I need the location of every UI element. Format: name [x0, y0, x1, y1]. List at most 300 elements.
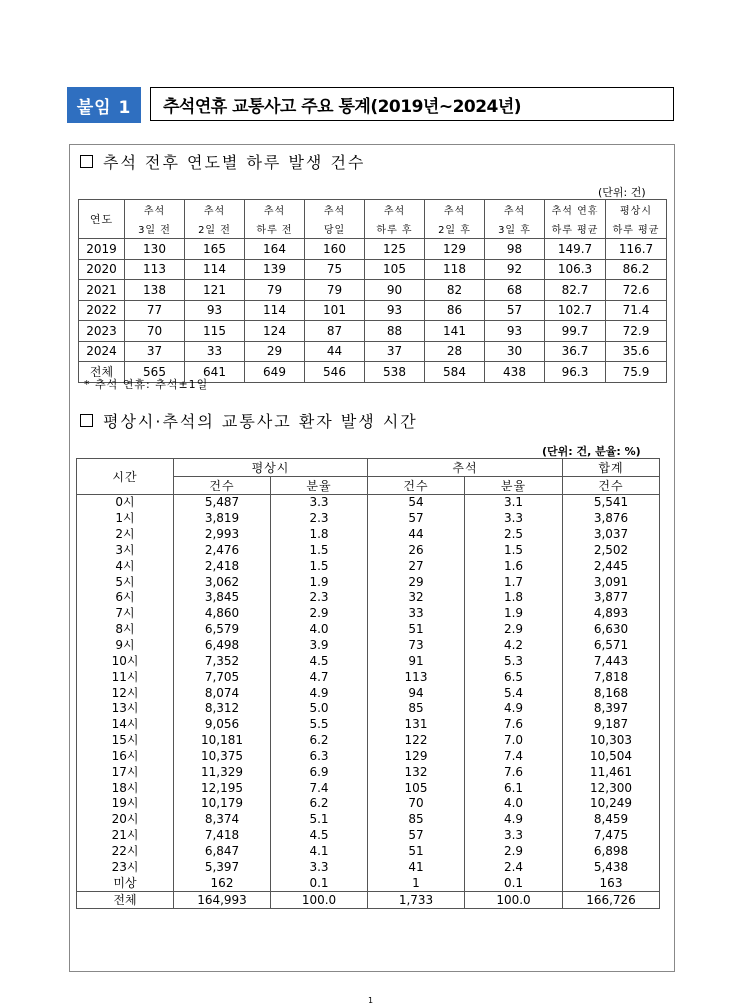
cell-value: 113: [125, 259, 185, 280]
row-hour: 19시: [77, 796, 174, 812]
cell-value: 4.0: [271, 622, 368, 638]
cell-value: 129: [425, 239, 485, 260]
row-hour: 11시: [77, 669, 174, 685]
table-row: [77, 622, 660, 638]
row-year: 2024: [79, 341, 125, 362]
cell-value: 3.3: [271, 859, 368, 875]
cell-value: 1.8: [271, 527, 368, 543]
checkbox-square-icon: [80, 155, 93, 168]
cell-value: 1.6: [465, 558, 563, 574]
cell-value: 98: [485, 239, 545, 260]
cell-value: 2.9: [465, 844, 563, 860]
cell-value: 9,187: [563, 717, 660, 733]
cell-value: 113: [368, 669, 465, 685]
cell-value: 72.6: [606, 280, 667, 301]
table-row: [77, 638, 660, 654]
cell-value: 4.7: [271, 669, 368, 685]
row-hour: 21시: [77, 828, 174, 844]
table-row: [77, 511, 660, 527]
cell-value: 3.3: [465, 828, 563, 844]
table-row: [77, 543, 660, 559]
attachment-badge: 붙임 1: [67, 87, 141, 123]
cell-value: 54: [368, 495, 465, 511]
cell-value: 1.8: [465, 590, 563, 606]
cell-value: 51: [368, 622, 465, 638]
header-col-top: 추석: [425, 200, 485, 220]
header-normal-count: 건수: [174, 477, 271, 495]
row-hour: 23시: [77, 859, 174, 875]
cell-value: 114: [185, 259, 245, 280]
cell-value: 90: [365, 280, 425, 301]
row-hour: 7시: [77, 606, 174, 622]
table-row: [77, 527, 660, 543]
row-year: 2023: [79, 321, 125, 342]
cell-value: 7,705: [174, 669, 271, 685]
cell-value: 94: [368, 685, 465, 701]
cell-value: 93: [365, 300, 425, 321]
cell-value: 121: [185, 280, 245, 301]
checkbox-square-icon: [80, 414, 93, 427]
table-row: [77, 875, 660, 891]
cell-value: 7.4: [465, 749, 563, 765]
header-total-count: 건수: [563, 477, 660, 495]
row-hour: 15시: [77, 733, 174, 749]
table-row: [77, 828, 660, 844]
cell-value: 162: [174, 875, 271, 891]
cell-value: 5.3: [465, 653, 563, 669]
header-col-bottom: 3일 후: [485, 219, 545, 239]
cell-value: 6.2: [271, 733, 368, 749]
table-row: [77, 780, 660, 796]
table-row: [79, 321, 667, 342]
cell-value: 7.6: [465, 764, 563, 780]
cell-value: 88: [365, 321, 425, 342]
cell-value: 37: [125, 341, 185, 362]
header-col-bottom: 하루 평균: [545, 219, 606, 239]
row-hour: 0시: [77, 495, 174, 511]
row-hour: 13시: [77, 701, 174, 717]
cell-value: 4.9: [465, 812, 563, 828]
row-hour: 4시: [77, 558, 174, 574]
header-col-top: 추석: [125, 200, 185, 220]
table-row: [79, 341, 667, 362]
row-hour: 10시: [77, 653, 174, 669]
cell-value: 3.1: [465, 495, 563, 511]
cell-value: 166,726: [563, 892, 660, 909]
cell-value: 27: [368, 558, 465, 574]
cell-value: 149.7: [545, 239, 606, 260]
header-chuseok-ratio: 분율: [465, 477, 563, 495]
cell-value: 102.7: [545, 300, 606, 321]
header-col-top: 추석: [305, 200, 365, 220]
cell-value: 163: [563, 875, 660, 891]
cell-value: 1.5: [271, 558, 368, 574]
table-row: [77, 685, 660, 701]
cell-value: 5.0: [271, 701, 368, 717]
header-group-normal: 평상시: [174, 459, 368, 477]
table-row: [77, 701, 660, 717]
cell-value: 101: [305, 300, 365, 321]
cell-value: 131: [368, 717, 465, 733]
table-row: [77, 574, 660, 590]
cell-value: 93: [185, 300, 245, 321]
row-hour: 12시: [77, 685, 174, 701]
cell-value: 584: [425, 362, 485, 383]
cell-value: 36.7: [545, 341, 606, 362]
row-hour: 3시: [77, 543, 174, 559]
cell-value: 5.1: [271, 812, 368, 828]
cell-value: 96.3: [545, 362, 606, 383]
cell-value: 0.1: [465, 875, 563, 891]
cell-value: 37: [365, 341, 425, 362]
row-hour: 17시: [77, 764, 174, 780]
cell-value: 160: [305, 239, 365, 260]
cell-value: 10,504: [563, 749, 660, 765]
cell-value: 4.0: [465, 796, 563, 812]
cell-value: 100.0: [271, 892, 368, 909]
table-row: [77, 796, 660, 812]
cell-value: 70: [125, 321, 185, 342]
row-hour: 9시: [77, 638, 174, 654]
cell-value: 5,438: [563, 859, 660, 875]
row-hour: 6시: [77, 590, 174, 606]
cell-value: 105: [368, 780, 465, 796]
hourly-accidents-table: [76, 458, 660, 909]
cell-value: 10,375: [174, 749, 271, 765]
row-year: 2021: [79, 280, 125, 301]
cell-value: 44: [305, 341, 365, 362]
cell-value: 10,179: [174, 796, 271, 812]
cell-value: 7.4: [271, 780, 368, 796]
table-row: [77, 717, 660, 733]
cell-value: 115: [185, 321, 245, 342]
table-row: [77, 859, 660, 875]
cell-value: 75: [305, 259, 365, 280]
cell-value: 85: [368, 812, 465, 828]
cell-value: 8,459: [563, 812, 660, 828]
row-hour: 미상: [77, 875, 174, 891]
row-year: 2019: [79, 239, 125, 260]
cell-value: 9,056: [174, 717, 271, 733]
cell-value: 87: [305, 321, 365, 342]
cell-value: 649: [245, 362, 305, 383]
cell-value: 91: [368, 653, 465, 669]
cell-value: 7,443: [563, 653, 660, 669]
cell-value: 11,461: [563, 764, 660, 780]
cell-value: 122: [368, 733, 465, 749]
cell-value: 100.0: [465, 892, 563, 909]
cell-value: 4.5: [271, 653, 368, 669]
cell-value: 4.1: [271, 844, 368, 860]
cell-value: 1: [368, 875, 465, 891]
cell-value: 6.9: [271, 764, 368, 780]
cell-value: 92: [485, 259, 545, 280]
row-hour: 14시: [77, 717, 174, 733]
cell-value: 2,502: [563, 543, 660, 559]
cell-value: 5.4: [465, 685, 563, 701]
cell-value: 12,300: [563, 780, 660, 796]
daily-accidents-table: [78, 199, 667, 383]
cell-value: 106.3: [545, 259, 606, 280]
hourly-accidents-header: [77, 459, 660, 495]
section2-unit: (단위: 건, 분율: %): [542, 445, 641, 458]
cell-value: 8,374: [174, 812, 271, 828]
cell-value: 6,898: [563, 844, 660, 860]
cell-value: 82: [425, 280, 485, 301]
cell-value: 3,091: [563, 574, 660, 590]
cell-value: 73: [368, 638, 465, 654]
cell-value: 2.9: [465, 622, 563, 638]
header-col-top: 추석: [185, 200, 245, 220]
cell-value: 86: [425, 300, 485, 321]
cell-value: 4.9: [465, 701, 563, 717]
cell-value: 10,303: [563, 733, 660, 749]
cell-value: 51: [368, 844, 465, 860]
cell-value: 72.9: [606, 321, 667, 342]
cell-value: 165: [185, 239, 245, 260]
section1-unit: (단위: 건): [598, 186, 646, 199]
section2-title: 평상시·추석의 교통사고 환자 발생 시간: [103, 412, 418, 431]
table-row: [77, 749, 660, 765]
section1-title: 추석 전후 연도별 하루 발생 건수: [103, 153, 366, 172]
cell-value: 41: [368, 859, 465, 875]
cell-value: 79: [305, 280, 365, 301]
row-hour: 2시: [77, 527, 174, 543]
header-col-top: 추석: [365, 200, 425, 220]
cell-value: 99.7: [545, 321, 606, 342]
cell-value: 4.9: [271, 685, 368, 701]
cell-value: 2.5: [465, 527, 563, 543]
cell-value: 546: [305, 362, 365, 383]
row-hour: 16시: [77, 749, 174, 765]
cell-value: 11,329: [174, 764, 271, 780]
cell-value: 5,397: [174, 859, 271, 875]
table-row: [77, 653, 660, 669]
cell-value: 2,476: [174, 543, 271, 559]
cell-value: 1.7: [465, 574, 563, 590]
cell-value: 1.9: [465, 606, 563, 622]
cell-value: 6.1: [465, 780, 563, 796]
cell-value: 57: [368, 828, 465, 844]
document-title: 추석연휴 교통사고 주요 통계(2019년~2024년): [150, 87, 674, 121]
cell-value: 4.5: [271, 828, 368, 844]
row-year: 2020: [79, 259, 125, 280]
row-hour: 8시: [77, 622, 174, 638]
table-row: [77, 495, 660, 511]
cell-value: 164,993: [174, 892, 271, 909]
header-col-top: 평상시: [606, 200, 667, 220]
cell-value: 129: [368, 749, 465, 765]
cell-value: 538: [365, 362, 425, 383]
header-col-top: 추석: [485, 200, 545, 220]
table-row: [77, 764, 660, 780]
cell-value: 1.9: [271, 574, 368, 590]
cell-value: 565: [125, 362, 185, 383]
header-col-top: 추석: [245, 200, 305, 220]
cell-value: 10,249: [563, 796, 660, 812]
cell-value: 5.5: [271, 717, 368, 733]
header-col-bottom: 하루 후: [365, 219, 425, 239]
cell-value: 139: [245, 259, 305, 280]
header-row-top: [79, 200, 667, 220]
table-row: [77, 606, 660, 622]
cell-value: 35.6: [606, 341, 667, 362]
cell-value: 3.3: [465, 511, 563, 527]
cell-value: 2,993: [174, 527, 271, 543]
cell-value: 70: [368, 796, 465, 812]
cell-value: 8,397: [563, 701, 660, 717]
cell-value: 10,181: [174, 733, 271, 749]
cell-value: 4.2: [465, 638, 563, 654]
table-row: [77, 892, 660, 909]
row-hour: 1시: [77, 511, 174, 527]
row-hour: 전체: [77, 892, 174, 909]
cell-value: 3,819: [174, 511, 271, 527]
cell-value: 132: [368, 764, 465, 780]
cell-value: 8,074: [174, 685, 271, 701]
cell-value: 3,062: [174, 574, 271, 590]
header-col-bottom: 하루 전: [245, 219, 305, 239]
cell-value: 2.3: [271, 590, 368, 606]
cell-value: 33: [368, 606, 465, 622]
cell-value: 0.1: [271, 875, 368, 891]
table-row: [77, 558, 660, 574]
cell-value: 5,541: [563, 495, 660, 511]
cell-value: 93: [485, 321, 545, 342]
holiday-footnote: * 추석 연휴: 추석±1일: [84, 378, 209, 391]
section2-heading: [80, 409, 418, 432]
cell-value: 124: [245, 321, 305, 342]
cell-value: 7,475: [563, 828, 660, 844]
cell-value: 6,847: [174, 844, 271, 860]
table-row: [79, 259, 667, 280]
cell-value: 130: [125, 239, 185, 260]
cell-value: 6,630: [563, 622, 660, 638]
cell-value: 138: [125, 280, 185, 301]
cell-value: 29: [368, 574, 465, 590]
header-group-total: 합계: [563, 459, 660, 477]
cell-value: 7.0: [465, 733, 563, 749]
cell-value: 164: [245, 239, 305, 260]
header-col-bottom: 하루 평균: [606, 219, 667, 239]
cell-value: 6.3: [271, 749, 368, 765]
header-col-bottom: 2일 후: [425, 219, 485, 239]
cell-value: 118: [425, 259, 485, 280]
cell-value: 7,818: [563, 669, 660, 685]
section1-heading: [80, 150, 365, 173]
cell-value: 33: [185, 341, 245, 362]
cell-value: 1,733: [368, 892, 465, 909]
cell-value: 4,860: [174, 606, 271, 622]
cell-value: 3.9: [271, 638, 368, 654]
cell-value: 8,312: [174, 701, 271, 717]
table-row: [77, 733, 660, 749]
cell-value: 1.5: [465, 543, 563, 559]
cell-value: 85: [368, 701, 465, 717]
header-group-chuseok: 추석: [368, 459, 563, 477]
row-hour: 5시: [77, 574, 174, 590]
cell-value: 75.9: [606, 362, 667, 383]
table-row: [79, 280, 667, 301]
cell-value: 641: [185, 362, 245, 383]
cell-value: 77: [125, 300, 185, 321]
cell-value: 57: [485, 300, 545, 321]
header-col-bottom: 3일 전: [125, 219, 185, 239]
header-col-bottom: 2일 전: [185, 219, 245, 239]
cell-value: 2,445: [563, 558, 660, 574]
header-normal-ratio: 분율: [271, 477, 368, 495]
cell-value: 2.3: [271, 511, 368, 527]
cell-value: 86.2: [606, 259, 667, 280]
cell-value: 141: [425, 321, 485, 342]
daily-accidents-header: [79, 200, 667, 239]
row-year: 전체: [79, 362, 125, 383]
header-chuseok-count: 건수: [368, 477, 465, 495]
header-year: 연도: [79, 200, 125, 239]
cell-value: 71.4: [606, 300, 667, 321]
daily-accidents-body: [79, 239, 667, 383]
cell-value: 6.5: [465, 669, 563, 685]
cell-value: 6,571: [563, 638, 660, 654]
cell-value: 5,487: [174, 495, 271, 511]
header-row-bottom: [79, 219, 667, 239]
cell-value: 3,876: [563, 511, 660, 527]
cell-value: 30: [485, 341, 545, 362]
cell-value: 1.5: [271, 543, 368, 559]
cell-value: 2.4: [465, 859, 563, 875]
cell-value: 3,845: [174, 590, 271, 606]
cell-value: 7,352: [174, 653, 271, 669]
header-col-bottom: 당일: [305, 219, 365, 239]
cell-value: 438: [485, 362, 545, 383]
cell-value: 32: [368, 590, 465, 606]
row-hour: 18시: [77, 780, 174, 796]
cell-value: 4,893: [563, 606, 660, 622]
header-time: 시간: [77, 459, 174, 495]
table-row: [77, 812, 660, 828]
cell-value: 29: [245, 341, 305, 362]
cell-value: 3.3: [271, 495, 368, 511]
cell-value: 57: [368, 511, 465, 527]
row-hour: 22시: [77, 844, 174, 860]
cell-value: 12,195: [174, 780, 271, 796]
cell-value: 3,877: [563, 590, 660, 606]
table-row: [79, 239, 667, 260]
cell-value: 7,418: [174, 828, 271, 844]
table-row: [79, 300, 667, 321]
cell-value: 114: [245, 300, 305, 321]
cell-value: 6.2: [271, 796, 368, 812]
cell-value: 28: [425, 341, 485, 362]
page-number: 1: [368, 996, 374, 1005]
cell-value: 6,498: [174, 638, 271, 654]
cell-value: 79: [245, 280, 305, 301]
cell-value: 2,418: [174, 558, 271, 574]
cell-value: 6,579: [174, 622, 271, 638]
row-hour: 20시: [77, 812, 174, 828]
cell-value: 44: [368, 527, 465, 543]
header-col-top: 추석 연휴: [545, 200, 606, 220]
cell-value: 125: [365, 239, 425, 260]
table-row: [77, 844, 660, 860]
table-row: [77, 590, 660, 606]
table-row: [77, 669, 660, 685]
cell-value: 26: [368, 543, 465, 559]
cell-value: 2.9: [271, 606, 368, 622]
hourly-accidents-body: [77, 495, 660, 909]
cell-value: 3,037: [563, 527, 660, 543]
cell-value: 7.6: [465, 717, 563, 733]
